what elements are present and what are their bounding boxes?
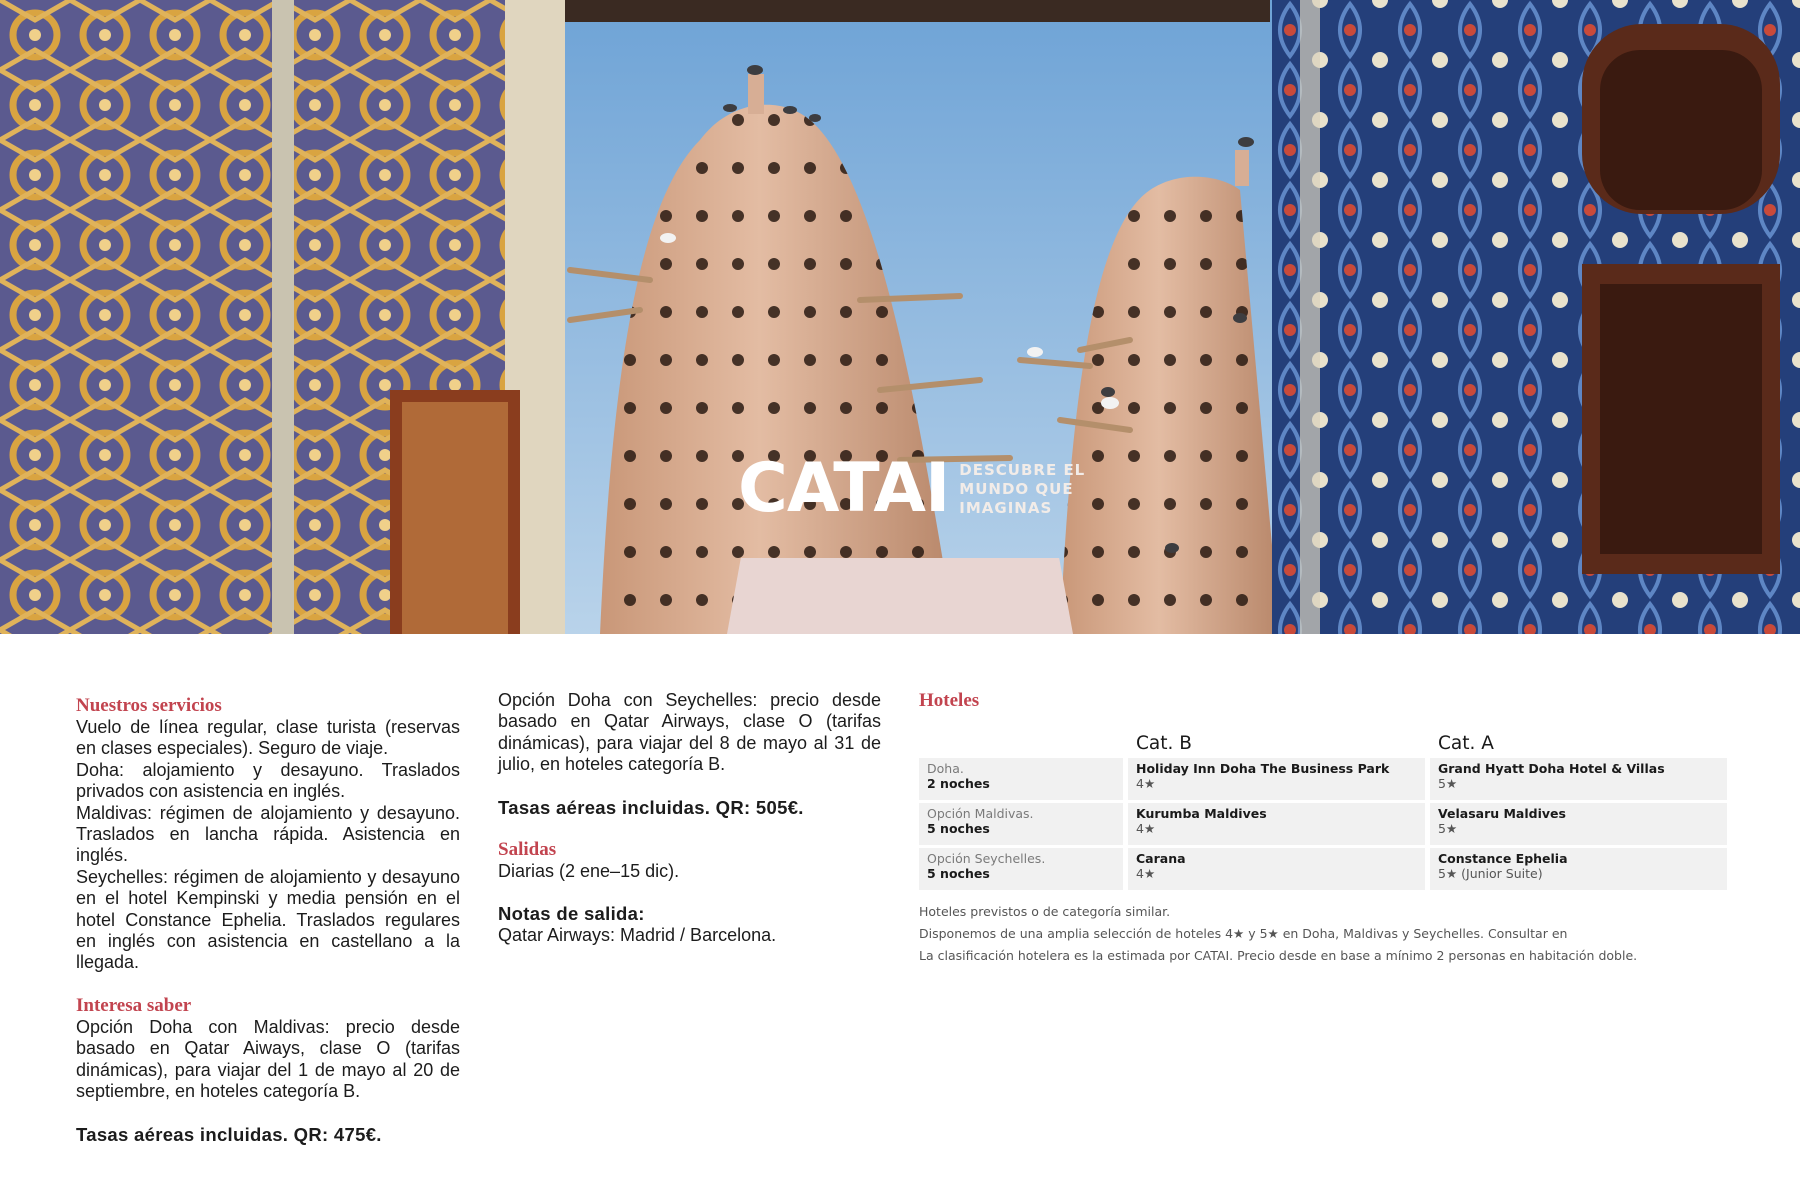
hotel-stars: 4★ <box>1136 776 1156 791</box>
servicios-line: Seychelles: régimen de alojamiento y desayuno en el hotel Kempinski y media pensión en el hotel Constance Ephelia. Traslados regulares en inglés con asistencia en castellano a la llegada. <box>76 866 460 973</box>
tasas-seychelles: Tasas aéreas incluidas. QR: 505€. <box>498 796 804 818</box>
salidas-heading: Salidas <box>498 839 557 861</box>
row-nights: 2 noches <box>927 776 990 791</box>
row-nights: 5 noches <box>927 821 990 836</box>
decorative-tab <box>727 558 1073 634</box>
row-place: Opción Maldivas. <box>927 806 1034 821</box>
salidas-text: Diarias (2 ene–15 dic). <box>498 861 680 882</box>
hotels-table <box>919 733 1727 890</box>
hotel-stars: 4★ <box>1136 866 1156 881</box>
column-services <box>76 695 460 1145</box>
servicios-line: Doha: alojamiento y desayuno. Traslados privados con asistencia en inglés. <box>76 759 460 802</box>
hotel-name: Grand Hyatt Doha Hotel & Villas <box>1438 761 1665 776</box>
seychelles-text: Opción Doha con Seychelles: precio desde basado en Qatar Airways, clase O (tarifas dinámicas), para viajar del 8 de mayo al 31 de julio, en hoteles categoría B. <box>498 690 881 775</box>
tagline-line-2: MUNDO QUE <box>959 479 1074 498</box>
row-label <box>919 803 1123 845</box>
servicios-heading: Nuestros servicios <box>76 695 222 716</box>
hotels-note: Hoteles previstos o de categoría similar. <box>919 904 1171 919</box>
tasas-maldivas: Tasas aéreas incluidas. QR: 475€. <box>76 1123 382 1145</box>
row-place: Opción Seychelles. <box>927 851 1046 866</box>
hotel-stars: 5★ <box>1438 776 1458 791</box>
tagline-line-1: DESCUBRE EL <box>959 460 1086 479</box>
logo-wordmark: CATAI <box>738 449 950 528</box>
hotels-section <box>919 690 1727 967</box>
notas-heading: Notas de salida: <box>498 903 645 925</box>
table-corner <box>919 733 1123 755</box>
hotel-stars: 5★ (Junior Suite) <box>1438 866 1543 881</box>
hotel-cell-b <box>1128 848 1425 890</box>
hotel-name: Carana <box>1136 851 1186 866</box>
logo-tagline <box>959 461 1085 518</box>
catai-logo <box>738 449 1086 528</box>
column-seychelles <box>498 690 881 946</box>
tagline-line-3: IMAGINAS <box>959 498 1053 517</box>
hotel-cell-a <box>1430 803 1727 845</box>
servicios-line: Vuelo de línea regular, clase turista (reservas en clases especiales). Seguro de viaje. <box>76 717 460 759</box>
hotel-stars: 5★ <box>1438 821 1458 836</box>
hotels-notes <box>919 901 1727 967</box>
row-nights: 5 noches <box>927 866 990 881</box>
hotel-name: Velasaru Maldives <box>1438 806 1566 821</box>
hotel-name: Kurumba Maldives <box>1136 806 1267 821</box>
hotels-note: Disponemos de una amplia selección de hoteles 4★ y 5★ en Doha, Maldivas y Seychelles. Consultar en <box>919 926 1568 941</box>
interesa-text: Opción Doha con Maldivas: precio desde basado en Qatar Aiways, clase O (tarifas dinámicas), para viajar del 1 de mayo al 20 de septiembre, en hoteles categoría B. <box>76 1016 460 1102</box>
row-place: Doha. <box>927 761 964 776</box>
servicios-line: Maldivas: régimen de alojamiento y desayuno. Traslados en lancha rápida. Asistencia en inglés. <box>76 802 460 866</box>
hotel-cell-a <box>1430 758 1727 800</box>
notas-text: Qatar Airways: Madrid / Barcelona. <box>498 924 777 945</box>
hotel-stars: 4★ <box>1136 821 1156 836</box>
hotel-name: Holiday Inn Doha The Business Park <box>1136 761 1390 776</box>
column-header-cat-b: Cat. B <box>1136 733 1192 754</box>
row-label <box>919 848 1123 890</box>
hotel-cell-b <box>1128 758 1425 800</box>
hotel-name: Constance Ephelia <box>1438 851 1568 866</box>
hotels-heading: Hoteles <box>919 690 980 711</box>
hotel-cell-a <box>1430 848 1727 890</box>
column-header-cat-a: Cat. A <box>1438 733 1494 754</box>
interesa-heading: Interesa saber <box>76 994 192 1016</box>
hotel-cell-b <box>1128 803 1425 845</box>
row-label <box>919 758 1123 800</box>
hotels-note: La clasificación hotelera es la estimada por CATAI. Precio desde en base a mínimo 2 personas en habitación doble. <box>919 948 1638 963</box>
